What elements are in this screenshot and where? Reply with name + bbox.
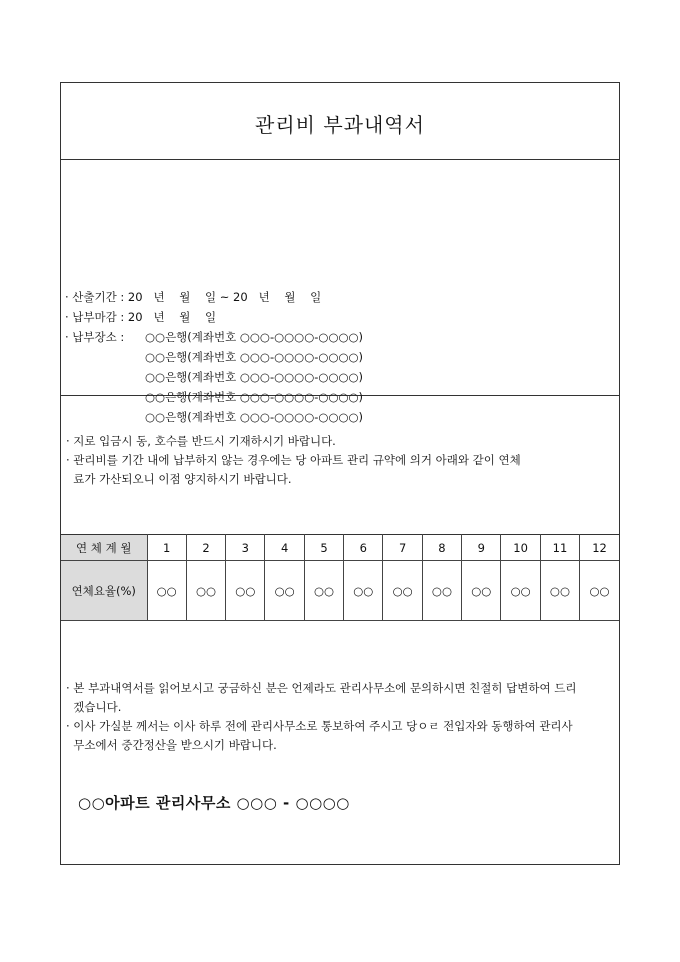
- month-cell: 2: [186, 535, 225, 561]
- month-cell: 10: [501, 535, 540, 561]
- month-cell: 6: [344, 535, 383, 561]
- footer-inquiry-line1: · 본 부과내역서를 읽어보시고 궁금하신 분은 언제라도 관리사무소에 문의하시면 친절히 답변하여 드리: [66, 681, 577, 695]
- notice-late-fee-line1: · 관리비를 기간 내에 납부하지 않는 경우에는 당 아파트 관리 규약에 의거 아래와 같이 연체: [66, 453, 521, 467]
- bank-account-2: ○○은행(계좌번호 ○○○-○○○○-○○○○): [145, 350, 364, 364]
- rate-row-label: 연체요율(%): [61, 561, 147, 621]
- month-cell: 1: [147, 535, 186, 561]
- rate-cell: ○○: [344, 561, 383, 621]
- notice-late-fee-line2: 료가 가산되오니 이점 양지하시기 바랍니다.: [66, 472, 292, 486]
- document-title: 관리비 부과내역서: [255, 113, 425, 137]
- bank-account-5: ○○은행(계좌번호 ○○○-○○○○-○○○○): [145, 410, 364, 424]
- title-section: [61, 83, 619, 160]
- document-frame: [60, 82, 620, 865]
- month-cell: 3: [226, 535, 265, 561]
- month-cell: 11: [540, 535, 579, 561]
- notice-giro: · 지로 입금시 동, 호수를 반드시 기재하시기 바랍니다.: [66, 434, 336, 448]
- bank-account-1: ○○은행(계좌번호 ○○○-○○○○-○○○○): [145, 330, 364, 344]
- month-cell: 12: [580, 535, 619, 561]
- rate-cell: ○○: [147, 561, 186, 621]
- rate-cell: ○○: [422, 561, 461, 621]
- months-header-label: 연 체 계 월: [61, 535, 147, 561]
- bank-account-3: ○○은행(계좌번호 ○○○-○○○○-○○○○): [145, 370, 364, 384]
- payment-place-label: · 납부장소 :: [65, 330, 128, 344]
- month-cell: 4: [265, 535, 304, 561]
- notice-section: [61, 396, 619, 534]
- month-cell: 5: [304, 535, 343, 561]
- payment-due: · 납부마감 : 20 년 월 일: [65, 310, 217, 324]
- rate-cell: ○○: [501, 561, 540, 621]
- rate-cell: ○○: [462, 561, 501, 621]
- rate-cell: ○○: [186, 561, 225, 621]
- months-header-row: [61, 535, 619, 561]
- late-fee-rate-table: [61, 534, 619, 621]
- rate-cell: ○○: [383, 561, 422, 621]
- footer-moving-line2: 무소에서 중간정산을 받으시기 바랍니다.: [66, 738, 277, 752]
- footer-section: [61, 620, 619, 866]
- footer-inquiry-line2: 겠습니다.: [66, 700, 122, 714]
- rate-cell: ○○: [540, 561, 579, 621]
- office-signature: ○○아파트 관리사무소 ○○○ - ○○○○: [78, 794, 350, 812]
- footer-moving-line1: · 이사 가실분 께서는 이사 하루 전에 관리사무소로 통보하여 주시고 당ㅇㄹ 전입자와 동행하여 관리사: [66, 719, 573, 733]
- rate-cell: ○○: [304, 561, 343, 621]
- bank-account-4: ○○은행(계좌번호 ○○○-○○○○-○○○○): [145, 390, 364, 404]
- rate-cell: ○○: [265, 561, 304, 621]
- rate-values-row: [61, 561, 619, 621]
- rate-cell: ○○: [580, 561, 619, 621]
- month-cell: 9: [462, 535, 501, 561]
- billing-info-section: [61, 160, 619, 424]
- billing-period: · 산출기간 : 20 년 월 일 ~ 20 년 월 일: [65, 290, 322, 304]
- rate-cell: ○○: [226, 561, 265, 621]
- month-cell: 7: [383, 535, 422, 561]
- month-cell: 8: [422, 535, 461, 561]
